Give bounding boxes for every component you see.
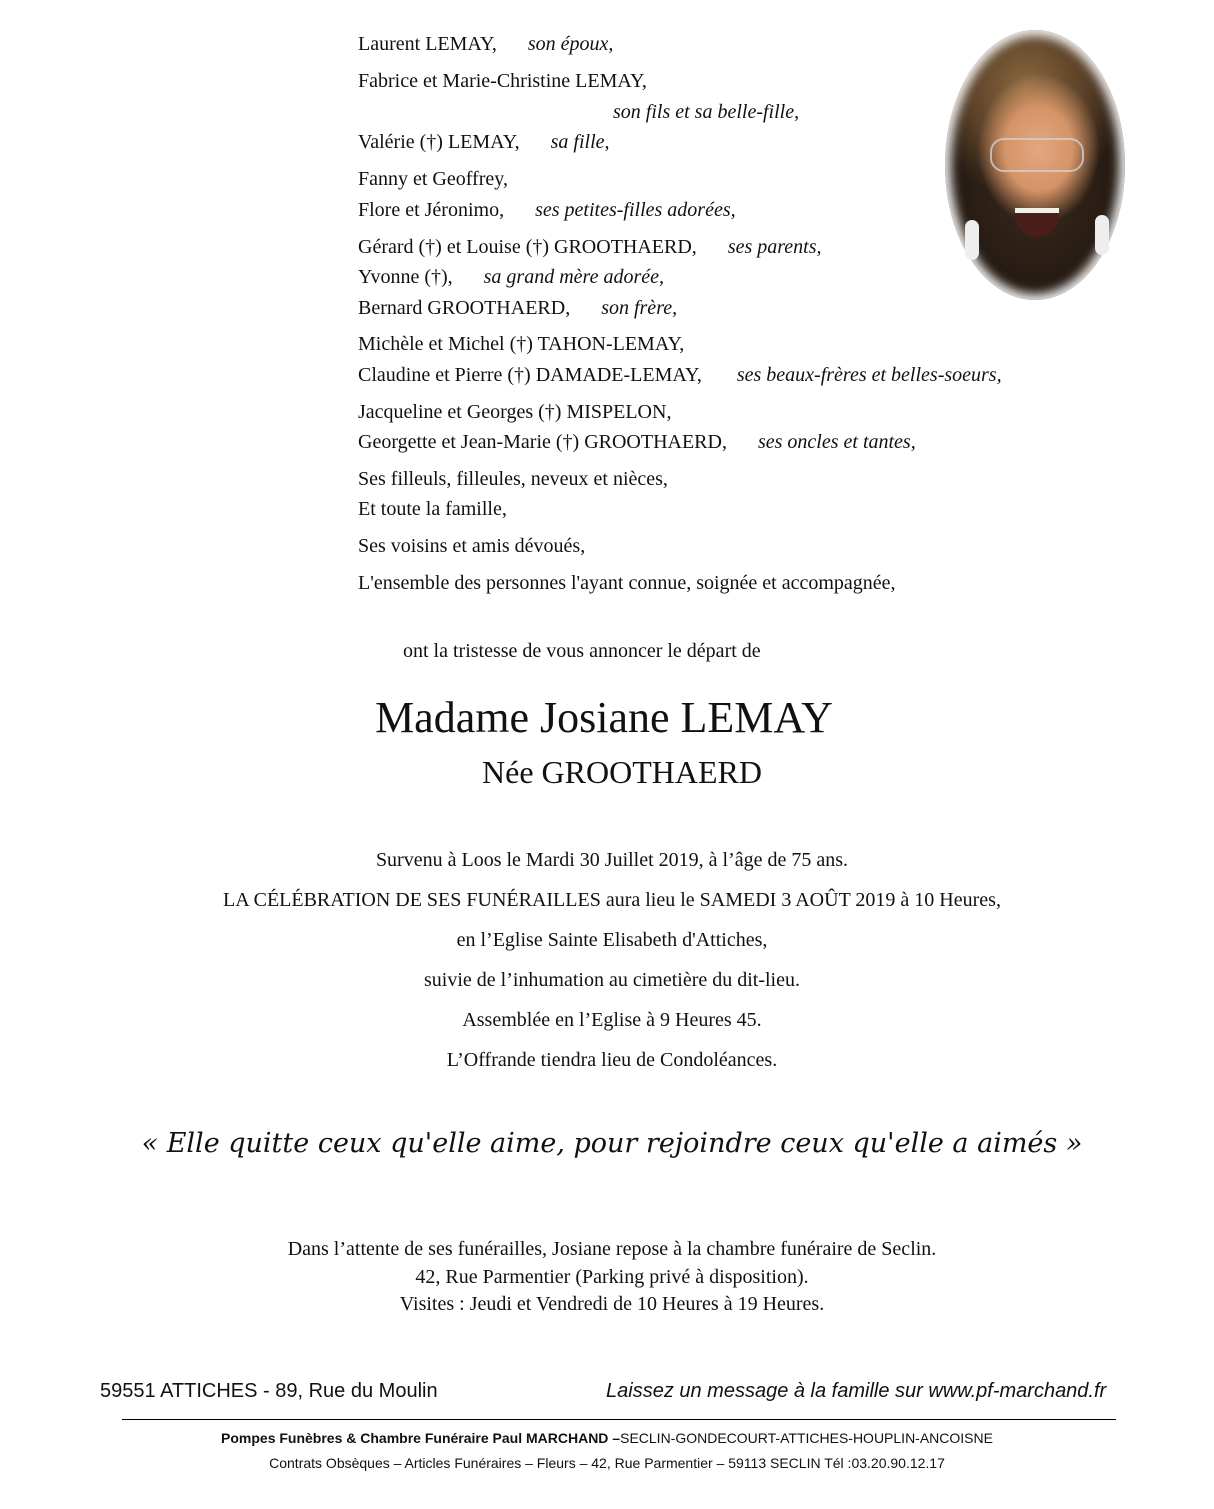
family-line-7: [358, 262, 664, 292]
maiden-name: Née GROOTHAERD: [482, 754, 762, 790]
memorial-quote: « Elle quitte ceux qu'elle aime, pour rejoindre ceux qu'elle a aimés »: [141, 1128, 1083, 1159]
event-line: L’Offrande tiendra lieu de Condoléances.: [446, 1049, 778, 1071]
family-line-15: Ses voisins et amis dévoués,: [358, 535, 586, 557]
family-line-5: [358, 195, 736, 225]
earring-detail: [965, 220, 979, 260]
event-line: Survenu à Loos le Mardi 30 Juillet 2019, à l’âge de 75 ans.: [375, 849, 849, 871]
family-name: Yvonne (†),: [358, 266, 453, 288]
deceased-name: Madame Josiane LEMAY: [375, 693, 833, 742]
family-line-14: Et toute la famille,: [358, 498, 507, 520]
family-name: Gérard (†) et Louise (†) GROOTHAERD,: [358, 236, 697, 258]
company-towns: SECLIN-GONDECOURT-ATTICHES-HOUPLIN-ANCOISNE: [620, 1430, 993, 1446]
wake-line: Visites : Jeudi et Vendredi de 10 Heures à 19 Heures.: [399, 1293, 825, 1315]
family-line-1: [358, 29, 613, 59]
family-line-3: [358, 127, 610, 157]
family-line-4: Fanny et Geoffrey,: [358, 168, 508, 190]
family-relation: son époux,: [527, 33, 614, 55]
company-name: Pompes Funèbres & Chambre Funéraire Paul MARCHAND –: [221, 1430, 621, 1446]
family-relation: son frère,: [601, 297, 678, 319]
family-line-6: [358, 232, 822, 262]
family-relation: sa fille,: [550, 131, 610, 153]
family-line-11: Jacqueline et Georges (†) MISPELON,: [358, 401, 672, 423]
family-relation: ses oncles et tantes,: [757, 431, 916, 453]
footer-website-message[interactable]: Laissez un message à la famille sur www.pf-marchand.fr: [606, 1380, 1107, 1402]
footer-company: [0, 1430, 1214, 1446]
wake-line: Dans l’attente de ses funérailles, Josiane repose à la chambre funéraire de Seclin.: [287, 1238, 937, 1260]
family-name: Claudine et Pierre (†) DAMADE-LEMAY,: [358, 364, 702, 386]
family-line-8: [358, 293, 677, 323]
event-line: Assemblée en l’Eglise à 9 Heures 45.: [462, 1009, 762, 1031]
family-relation: sa grand mère adorée,: [483, 266, 664, 288]
earring-detail: [1095, 215, 1109, 255]
family-relation: ses parents,: [727, 236, 822, 258]
portrait-photo: [945, 30, 1125, 300]
family-name: Georgette et Jean-Marie (†) GROOTHAERD,: [358, 431, 727, 453]
event-line: en l’Eglise Sainte Elisabeth d'Attiches,: [456, 929, 768, 951]
family-relation: ses petites-filles adorées,: [535, 199, 736, 221]
family-line-10: [358, 360, 1002, 390]
smile-detail: [1015, 208, 1059, 237]
family-relation: son fils et sa belle-fille,: [613, 101, 800, 123]
family-relation: ses beaux-frères et belles-soeurs,: [736, 364, 1002, 386]
footer-address: 59551 ATTICHES - 89, Rue du Moulin: [100, 1380, 438, 1402]
family-line-12: [358, 427, 916, 457]
announcement-text: ont la tristesse de vous annoncer le départ de: [403, 640, 761, 662]
event-line: suivie de l’inhumation au cimetière du dit-lieu.: [423, 969, 800, 991]
event-line: LA CÉLÉBRATION DE SES FUNÉRAILLES aura lieu le SAMEDI 3 AOÛT 2019 à 10 Heures,: [223, 889, 1001, 911]
wake-line: 42, Rue Parmentier (Parking privé à disposition).: [415, 1266, 809, 1288]
family-name: Laurent LEMAY,: [358, 33, 497, 55]
family-line-13: Ses filleuls, filleules, neveux et nièces,: [358, 468, 668, 490]
footer-divider: [122, 1419, 1116, 1420]
family-name: Bernard GROOTHAERD,: [358, 297, 571, 319]
family-name: Flore et Jéronimo,: [358, 199, 505, 221]
footer-services: Contrats Obsèques – Articles Funéraires – Fleurs – 42, Rue Parmentier – 59113 SECLIN Tél :03.20.90.12.17: [269, 1455, 945, 1471]
family-line-9: Michèle et Michel (†) TAHON-LEMAY,: [358, 333, 685, 355]
family-name: Valérie (†) LEMAY,: [358, 131, 520, 153]
family-line-2: Fabrice et Marie-Christine LEMAY,: [358, 70, 647, 92]
glasses-detail: [990, 138, 1084, 172]
family-line-16: L'ensemble des personnes l'ayant connue, soignée et accompagnée,: [358, 572, 896, 594]
